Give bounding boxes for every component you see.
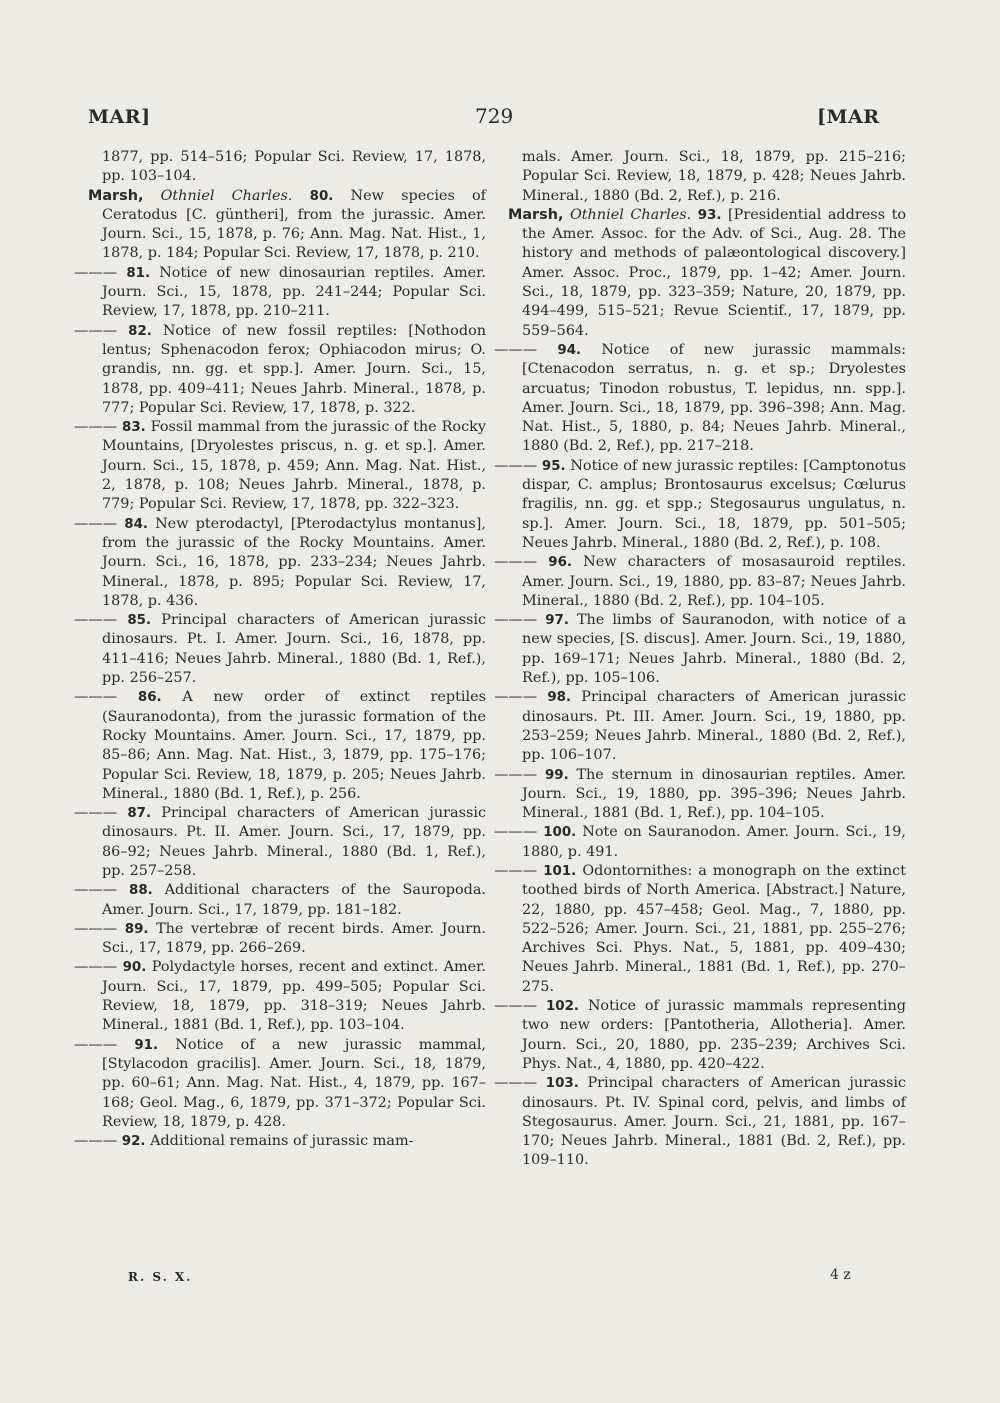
bibliography-entry-98 bbox=[494, 688, 907, 765]
entry-number: 96. bbox=[548, 555, 573, 571]
entry-number: 80. bbox=[309, 188, 334, 204]
ditto-dash: ——— bbox=[74, 920, 118, 937]
ditto-dash: ——— bbox=[74, 612, 118, 629]
ditto-dash: ——— bbox=[494, 1075, 538, 1092]
ditto-dash: ——— bbox=[494, 554, 538, 571]
ditto-dash: ——— bbox=[494, 998, 538, 1015]
bibliography-entry-102 bbox=[494, 997, 907, 1074]
ditto-dash: ——— bbox=[494, 341, 538, 358]
bibliography-entry-91 bbox=[74, 1036, 486, 1132]
bibliography-entry-86 bbox=[74, 688, 487, 804]
ditto-dash: ——— bbox=[74, 322, 118, 339]
bibliography-entry-80 bbox=[88, 187, 486, 264]
entry-text: [Presidential address to the Amer. Assoc. for the Adv. of Sci., Aug. 28. The history and methods of palæontological discovery.] Amer. Assoc. Proc., 1879, pp. 1–42; Amer. Journ. Sci., 18, 1879, pp. 323–359; Nature, 20, 1879, pp. 494–499, 515–521; Revue Scientif., 17, 1879, pp. 559–564. bbox=[522, 206, 907, 339]
ditto-dash: ——— bbox=[494, 766, 538, 783]
bibliography-entry-88 bbox=[74, 881, 486, 920]
entry-text: Notice of new fossil reptiles: [Nothodon lentus; Sphenacodon ferox; Ophiacodon mirus; O. grandis, nn. gg. et spp.]. Amer. Journ. Sci., 15, 1878, pp. 409–411; Neues Jahrb. Mineral., 1878, p. 777; Popular Sci. Review, 17, 1878, p. 322. bbox=[102, 322, 486, 416]
entry-text: The limbs of Sauranodon, with notice of a new species, [S. discus]. Amer. Journ. Sci., 19, 1880, pp. 169–171; Neues Jahrb. Mineral., 1880 (Bd. 2, Ref.), pp. 105–106. bbox=[522, 612, 907, 687]
bibliography-entry-101 bbox=[494, 862, 907, 997]
author-forenames: Othniel Charles. bbox=[569, 206, 692, 223]
entry-number: 92. bbox=[121, 1134, 146, 1150]
entry-number: 95. bbox=[541, 458, 566, 474]
ditto-dash: ——— bbox=[74, 419, 118, 436]
bibliography-entry-93 bbox=[508, 206, 906, 341]
entry-text: Fossil mammal from the jurassic of the Rocky Mountains, [Dryolestes priscus, n. g. et sp.]. Amer. Journ. Sci., 15, 1878, p. 459; Ann. Mag. Nat. Hist., 2, 1878, p. 108; Neues Jahrb. Mineral., 1878, p. 779; Popular Sci. Review, 17, 1878, pp. 322–323. bbox=[102, 419, 486, 513]
bibliography-entry-94 bbox=[494, 341, 906, 457]
entry-number: 94. bbox=[557, 342, 582, 358]
entry-number: 93. bbox=[697, 207, 722, 223]
header-left: MAR] bbox=[88, 106, 151, 128]
bibliography-entry-83 bbox=[74, 418, 486, 514]
bibliography-entry-cont bbox=[88, 148, 486, 187]
entry-text: New species of Ceratodus [C. güntheri], from the jurassic. Amer. Journ. Sci., 15, 1878, p. 76; Ann. Mag. Nat. Hist., 1, 1878, p. 184; Popular Sci. Review, 17, 1878, p. 210. bbox=[102, 187, 487, 262]
entry-text: New characters of mosasauroid reptiles. Amer. Journ. Sci., 19, 1880, pp. 83–87; Neues Jahrb. Mineral., 1880 (Bd. 2, Ref.), pp. 104–105. bbox=[522, 554, 906, 609]
left-column bbox=[74, 148, 487, 1151]
bibliography-entry-100 bbox=[494, 823, 907, 862]
bibliography-entry-82 bbox=[74, 322, 486, 418]
bibliography-entry-96 bbox=[494, 553, 906, 611]
entry-text: Principal characters of American jurassic dinosaurs. Pt. IV. Spinal cord, pelvis, and limbs of Stegosaurus. Amer. Journ. Sci., 21, 1881, pp. 167–170; Neues Jahrb. Mineral., 1881 (Bd. 2, Ref.), pp. 109–110. bbox=[522, 1075, 906, 1169]
bibliography-entry-cont2 bbox=[508, 148, 906, 206]
entry-number: 81. bbox=[126, 265, 151, 281]
ditto-dash: ——— bbox=[74, 515, 118, 532]
ditto-dash: ——— bbox=[494, 612, 538, 629]
bibliography-entry-89 bbox=[74, 920, 487, 959]
header-right: [MAR bbox=[817, 106, 880, 128]
footer-sheet-mark: 4 z bbox=[830, 1267, 851, 1283]
entry-text: A new order of extinct reptiles (Sauranodonta), from the jurassic formation of the Rocky Mountains. Amer. Journ. Sci., 17, 1879, pp. 85–86; Ann. Mag. Nat. Hist., 3, 1879, pp. 175–176; Popular Sci. Review, 18, 1879, p. 205; Neues Jahrb. Mineral., 1880 (Bd. 1, Ref.), p. 256. bbox=[102, 689, 487, 802]
entry-number: 83. bbox=[122, 420, 146, 436]
entry-number: 89. bbox=[124, 921, 149, 937]
author-surname: Marsh, bbox=[88, 187, 144, 204]
entry-text: Notice of new dinosaurian reptiles. Amer. Journ. Sci., 15, 1878, pp. 241–244; Popular Sci. Review, 17, 1878, pp. 210–211. bbox=[102, 264, 486, 320]
entry-number: 82. bbox=[128, 323, 152, 339]
entry-text: Notice of a new jurassic mammal, [Stylacodon gracilis]. Amer. Journ. Sci., 18, 1879, pp. 60–61; Ann. Mag. Nat. Hist., 4, 1879, pp. 167–168; Geol. Mag., 6, 1879, pp. 371–372; Popular Sci. Review, 18, 1879, p. 428. bbox=[102, 1036, 486, 1130]
ditto-dash: ——— bbox=[74, 264, 118, 281]
entry-number: 101. bbox=[543, 863, 577, 879]
entry-text: 1877, pp. 514–516; Popular Sci. Review, 17, 1878, pp. 103–104. bbox=[102, 149, 486, 185]
entry-text: The vertebræ of recent birds. Amer. Journ. Sci., 17, 1879, pp. 266–269. bbox=[102, 920, 487, 957]
entry-text: Notice of jurassic mammals representing two new orders: [Pantotheria, Allotheria]. Amer. Journ. Sci., 20, 1880, pp. 235–239; Archives Sci. Phys. Nat., 4, 1880, pp. 420–422. bbox=[522, 998, 907, 1072]
entry-text: Notice of new jurassic reptiles: [Camptonotus dispar, C. amplus; Brontosaurus excelsus; Cœlurus fragilis, nn. gg. et spp.; Stegosaurus ungulatus, n. sp.]. Amer. Journ. Sci., 18, 1879, pp. 501–505; Neues Jahrb. Mineral., 1880 (Bd. 2, Ref.), p. 108. bbox=[522, 457, 907, 551]
ditto-dash: ——— bbox=[494, 689, 538, 706]
entry-text: Odontornithes: a monograph on the extinct toothed birds of North America. [Abstract.] Nature, 22, 1880, pp. 457–458; Geol. Mag., 7, 1880, pp. 522–526; Amer. Journ. Sci., 21, 1881, pp. 255–276; Archives Sci. Phys. Nat., 5, 1881, pp. 409–430; Neues Jahrb. Mineral., 1881 (Bd. 1, Ref.), pp. 270–275. bbox=[522, 862, 907, 995]
ditto-dash: ——— bbox=[494, 457, 538, 474]
entry-text: Principal characters of American jurassic dinosaurs. Pt. I. Amer. Journ. Sci., 16, 1878, pp. 411–416; Neues Jahrb. Mineral., 1880 (Bd. 1, Ref.), pp. 256–257. bbox=[102, 612, 487, 687]
entry-number: 84. bbox=[124, 516, 148, 532]
entry-text: Additional characters of the Sauropoda. Amer. Journ. Sci., 17, 1879, pp. 181–182. bbox=[102, 882, 486, 918]
bibliography-entry-97 bbox=[494, 611, 907, 688]
author-surname: Marsh, bbox=[508, 206, 564, 223]
entry-number: 87. bbox=[127, 806, 152, 822]
entry-text: Polydactyle horses, recent and extinct. Amer. Journ. Sci., 17, 1879, pp. 499–505; Popular Sci. Review, 18, 1879, pp. 318–319; Neues Jahrb. Mineral., 1881 (Bd. 1, Ref.), pp. 103–104. bbox=[102, 959, 486, 1034]
entry-text: mals. Amer. Journ. Sci., 18, 1879, pp. 215–216; Popular Sci. Review, 18, 1879, p. 428; Neues Jahrb. Mineral., 1880 (Bd. 2, Ref.), p. 216. bbox=[522, 149, 906, 204]
ditto-dash: ——— bbox=[494, 824, 538, 841]
page-number: 729 bbox=[475, 104, 514, 128]
entry-text: Note on Sauranodon. Amer. Journ. Sci., 19, 1880, p. 491. bbox=[522, 824, 907, 860]
ditto-dash: ——— bbox=[74, 882, 118, 899]
entry-number: 85. bbox=[127, 613, 152, 629]
bibliography-entry-85 bbox=[74, 611, 487, 688]
footer-signature: R. S. X. bbox=[128, 1270, 193, 1284]
ditto-dash: ——— bbox=[74, 1133, 118, 1150]
ditto-dash: ——— bbox=[74, 1036, 118, 1053]
bibliography-entry-99 bbox=[494, 766, 907, 824]
entry-text: Notice of new jurassic mammals: [Ctenacodon serratus, n. g. et sp.; Dryolestes arcuatus; Tinodon robustus, T. lepidus, nn. spp.]. Amer. Journ. Sci., 18, 1879, pp. 396–398; Ann. Mag. Nat. Hist., 5, 1880, p. 84; Neues Jahrb. Mineral., 1880 (Bd. 2, Ref.), pp. 217–218. bbox=[522, 341, 906, 455]
bibliography-entry-95 bbox=[494, 457, 907, 553]
right-column bbox=[494, 148, 907, 1171]
author-forenames: Othniel Charles. bbox=[160, 187, 293, 204]
entry-number: 102. bbox=[545, 999, 580, 1015]
entry-number: 97. bbox=[545, 613, 569, 629]
entry-number: 86. bbox=[137, 690, 162, 706]
running-header bbox=[0, 106, 1000, 136]
entry-text: New pterodactyl, [Pterodactylus montanus], from the jurassic of the Rocky Mountains. Amer. Journ. Sci., 16, 1878, pp. 233–234; Neues Jahrb. Mineral., 1878, p. 895; Popular Sci. Review, 17, 1878, p. 436. bbox=[102, 515, 486, 609]
ditto-dash: ——— bbox=[494, 862, 538, 879]
entry-number: 103. bbox=[545, 1076, 579, 1092]
entry-number: 91. bbox=[134, 1037, 159, 1053]
bibliography-entry-90 bbox=[74, 958, 486, 1035]
entry-number: 98. bbox=[547, 690, 572, 706]
ditto-dash: ——— bbox=[74, 805, 118, 822]
entry-number: 99. bbox=[544, 767, 569, 783]
bibliography-entry-92 bbox=[74, 1132, 486, 1151]
entry-text: Principal characters of American jurassic dinosaurs. Pt. II. Amer. Journ. Sci., 17, 1879, pp. 86–92; Neues Jahrb. Mineral., 1880 (Bd. 1, Ref.), pp. 257–258. bbox=[102, 805, 487, 879]
entry-text: The sternum in dinosaurian reptiles. Amer. Journ. Sci., 19, 1880, pp. 395–396; Neues Jahrb. Mineral., 1881 (Bd. 1, Ref.), pp. 104–105. bbox=[522, 766, 907, 822]
bibliography-entry-81 bbox=[74, 264, 486, 322]
bibliography-entry-103 bbox=[494, 1074, 906, 1170]
bibliography-entry-84 bbox=[74, 515, 486, 611]
entry-number: 100. bbox=[543, 825, 577, 841]
entry-text: Additional remains of jurassic mam- bbox=[150, 1133, 414, 1150]
ditto-dash: ——— bbox=[74, 689, 118, 706]
entry-number: 88. bbox=[129, 883, 153, 899]
ditto-dash: ——— bbox=[74, 959, 118, 976]
entry-number: 90. bbox=[122, 960, 147, 976]
bibliography-entry-87 bbox=[74, 804, 487, 881]
entry-text: Principal characters of American jurassic dinosaurs. Pt. III. Amer. Journ. Sci., 19, 1880, pp. 253–259; Neues Jahrb. Mineral., 1880 (Bd. 2, Ref.), pp. 106–107. bbox=[522, 689, 907, 764]
